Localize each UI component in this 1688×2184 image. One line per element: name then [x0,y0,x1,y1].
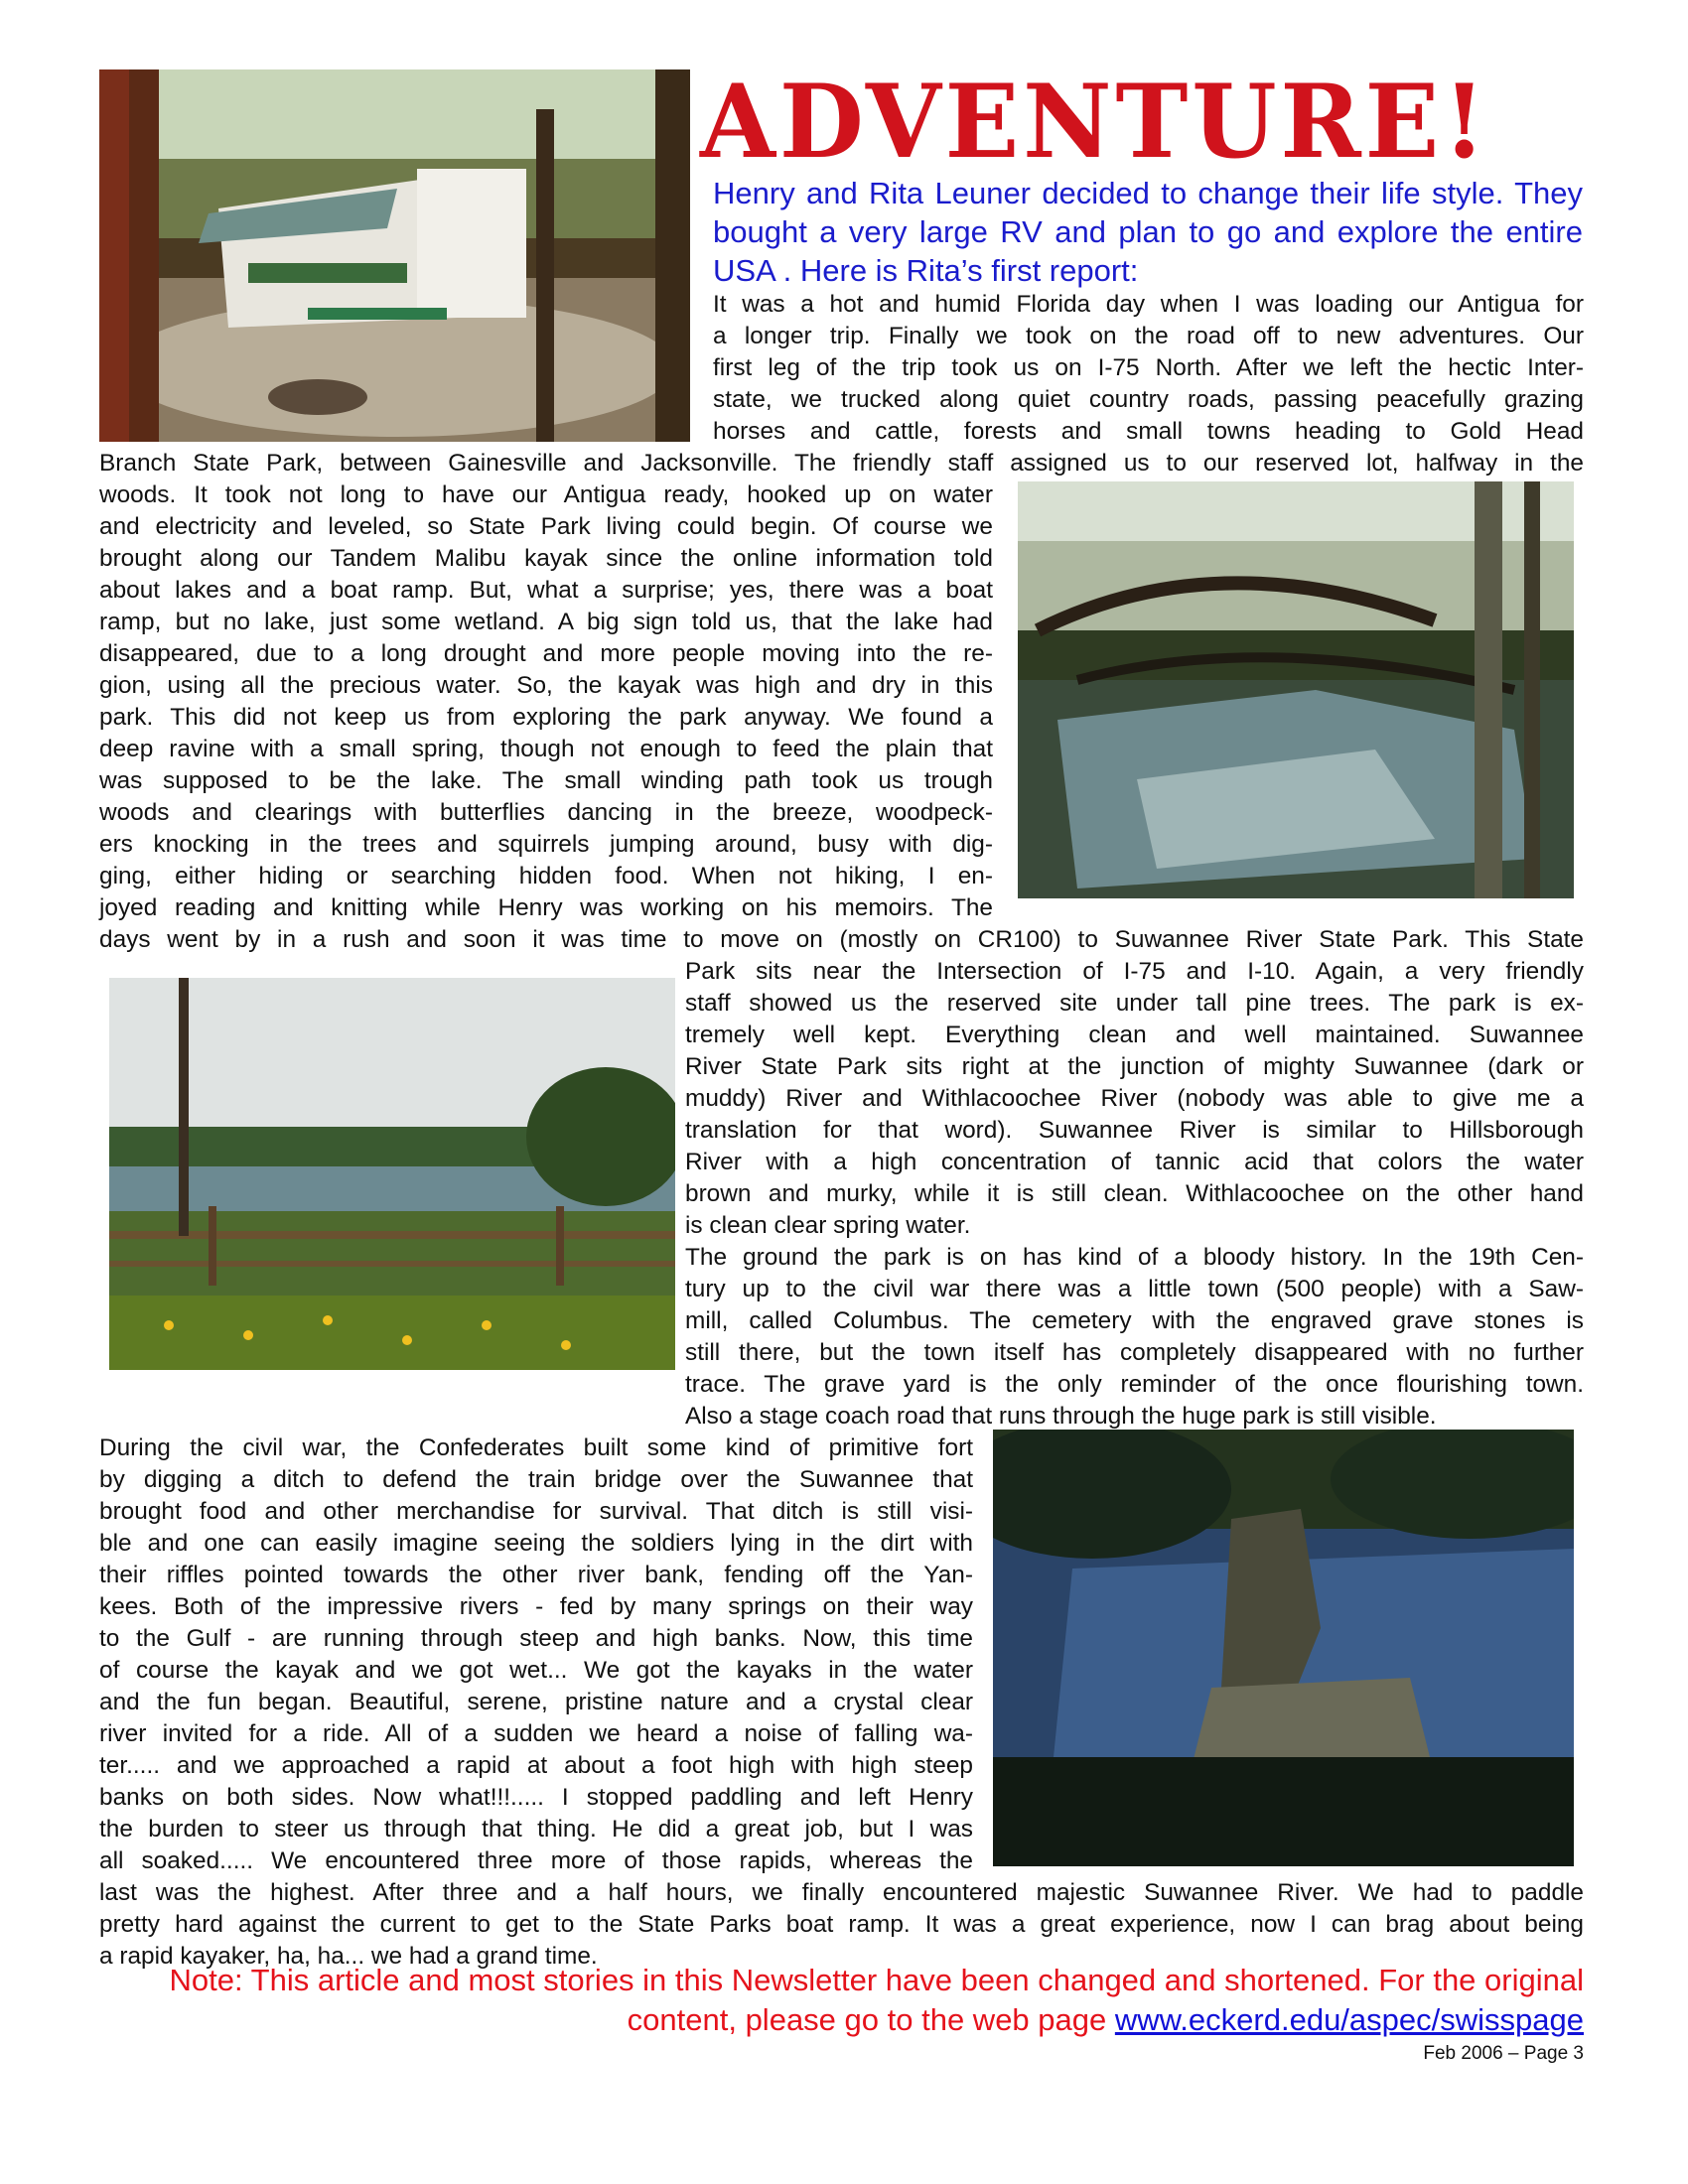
body-line: ers knocking in the trees and squirrels jumping around, busy with dig- [99,831,993,858]
body-line: ramp, but no lake, just some wetland. A big sign told us, that the lake had [99,609,993,635]
body-line: tury up to the civil war there was a little town (500 people) with a Saw- [685,1276,1584,1302]
body-line: Also a stage coach road that runs through the huge park is still visible. [685,1403,1437,1430]
suwannee-river-photo [993,1430,1574,1866]
body-line: last was the highest. After three and a half hours, we finally encountered majestic Suwannee River. We had to paddle [99,1879,1584,1906]
editor-note [99,1961,1584,2040]
body-line: tremely well kept. Everything clean and well maintained. Suwannee [685,1022,1584,1048]
body-line: It was a hot and humid Florida day when I was loading our Antigua for [713,291,1584,318]
body-line: and the fun began. Beautiful, serene, pristine nature and a crystal clear [99,1689,973,1715]
body-line: muddy) River and Withlacoochee River (nobody was able to give me a [685,1085,1584,1112]
body-line: River State Park sits right at the junction of mighty Suwannee (dark or [685,1053,1584,1080]
body-line: horses and cattle, forests and small towns heading to Gold Head [713,418,1584,445]
rv-campsite-photo [99,69,690,442]
body-line: their riffles pointed towards the other river bank, fending off the Yan- [99,1562,973,1588]
body-line: a longer trip. Finally we took on the road off to new adventures. Our [713,323,1584,349]
page-title: ADVENTURE! [700,63,1489,182]
body-line: brought food and other merchandise for survival. That ditch is still visi- [99,1498,973,1525]
body-line: Branch State Park, between Gainesville and Jacksonville. The friendly staff assigned us to our reserved lot, halfway in the [99,450,1584,477]
body-line: is clean clear spring water. [685,1212,971,1239]
body-line: a rapid kayaker, ha, ha... we had a grand time. [99,1943,598,1970]
body-line: to the Gulf - are running through steep and high banks. Now, this time [99,1625,973,1652]
body-line: state, we trucked along quiet country roads, passing peacefully grazing [713,386,1584,413]
intro-paragraph: Henry and Rita Leuner decided to change their life style. They bought a very large RV and plan to go and explore the entire USA . Here is Rita’s first report: [713,176,1583,288]
body-line: ter..... and we approached a rapid at about a foot high with high steep [99,1752,973,1779]
body-line: translation for that word). Suwannee River is similar to Hillsborough [685,1117,1584,1144]
body-line: brown and murky, while it is still clean. Withlacoochee on the other hand [685,1180,1584,1207]
body-line: ble and one can easily imagine seeing the soldiers lying in the dirt with [99,1530,973,1557]
body-line: and electricity and leveled, so State Park living could begin. Of course we [99,513,993,540]
body-line: woods and clearings with butterflies dancing in the breeze, woodpeck- [99,799,993,826]
body-line: joyed reading and knitting while Henry was working on his memoirs. The [99,894,993,921]
body-line: by digging a ditch to defend the train bridge over the Suwannee that [99,1466,973,1493]
note-text: Note: This article and most stories in this Newsletter have been changed and shortened. For the original content, please go to the web page [169,1963,1584,2037]
body-line: about lakes and a boat ramp. But, what a surprise; yes, there was a boat [99,577,993,604]
swisspage-link[interactable]: www.eckerd.edu/aspec/swisspage [1114,2002,1584,2037]
body-line: River with a high concentration of tannic acid that colors the water [685,1149,1584,1175]
body-line: The ground the park is on has kind of a bloody history. In the 19th Cen- [685,1244,1584,1271]
body-line: staff showed us the reserved site under tall pine trees. The park is ex- [685,990,1584,1017]
body-line: woods. It took not long to have our Antigua ready, hooked up on water [99,481,993,508]
body-line: the burden to steer us through that thing. He did a great job, but I was [99,1816,973,1843]
body-line: still there, but the town itself has completely disappeared with no further [685,1339,1584,1366]
body-line: days went by in a rush and soon it was time to move on (mostly on CR100) to Suwannee River State Park. This State [99,926,1584,953]
body-line: of course the kayak and we got wet... We got the kayaks in the water [99,1657,973,1684]
river-fence-photo [109,978,675,1370]
page-footer: Feb 2006 – Page 3 [1423,2043,1584,2064]
body-line: brought along our Tandem Malibu kayak since the online information told [99,545,993,572]
body-line: mill, called Columbus. The cemetery with the engraved grave stones is [685,1307,1584,1334]
body-line: disappeared, due to a long drought and more people moving into the re- [99,640,993,667]
body-line: deep ravine with a small spring, though not enough to feed the plain that [99,736,993,762]
body-line: was supposed to be the lake. The small winding path took us trough [99,767,993,794]
body-line: all soaked..... We encountered three more of those rapids, whereas the [99,1847,973,1874]
body-line: first leg of the trip took us on I-75 North. After we left the hectic Inter- [713,354,1584,381]
spring-ravine-photo [1018,481,1574,898]
body-line: During the civil war, the Confederates built some kind of primitive fort [99,1434,973,1461]
body-line: river invited for a ride. All of a sudden we heard a noise of falling wa- [99,1720,973,1747]
body-line: ging, either hiding or searching hidden food. When not hiking, I en- [99,863,993,889]
body-line: Park sits near the Intersection of I-75 and I-10. Again, a very friendly [685,958,1584,985]
body-line: banks on both sides. Now what!!!..... I stopped paddling and left Henry [99,1784,973,1811]
body-line: park. This did not keep us from exploring the park anyway. We found a [99,704,993,731]
body-line: pretty hard against the current to get to the State Parks boat ramp. It was a great experience, now I can brag about being [99,1911,1584,1938]
body-line: kees. Both of the impressive rivers - fed by many springs on their way [99,1593,973,1620]
body-line: trace. The grave yard is the only reminder of the once flourishing town. [685,1371,1584,1398]
body-line: gion, using all the precious water. So, the kayak was high and dry in this [99,672,993,699]
